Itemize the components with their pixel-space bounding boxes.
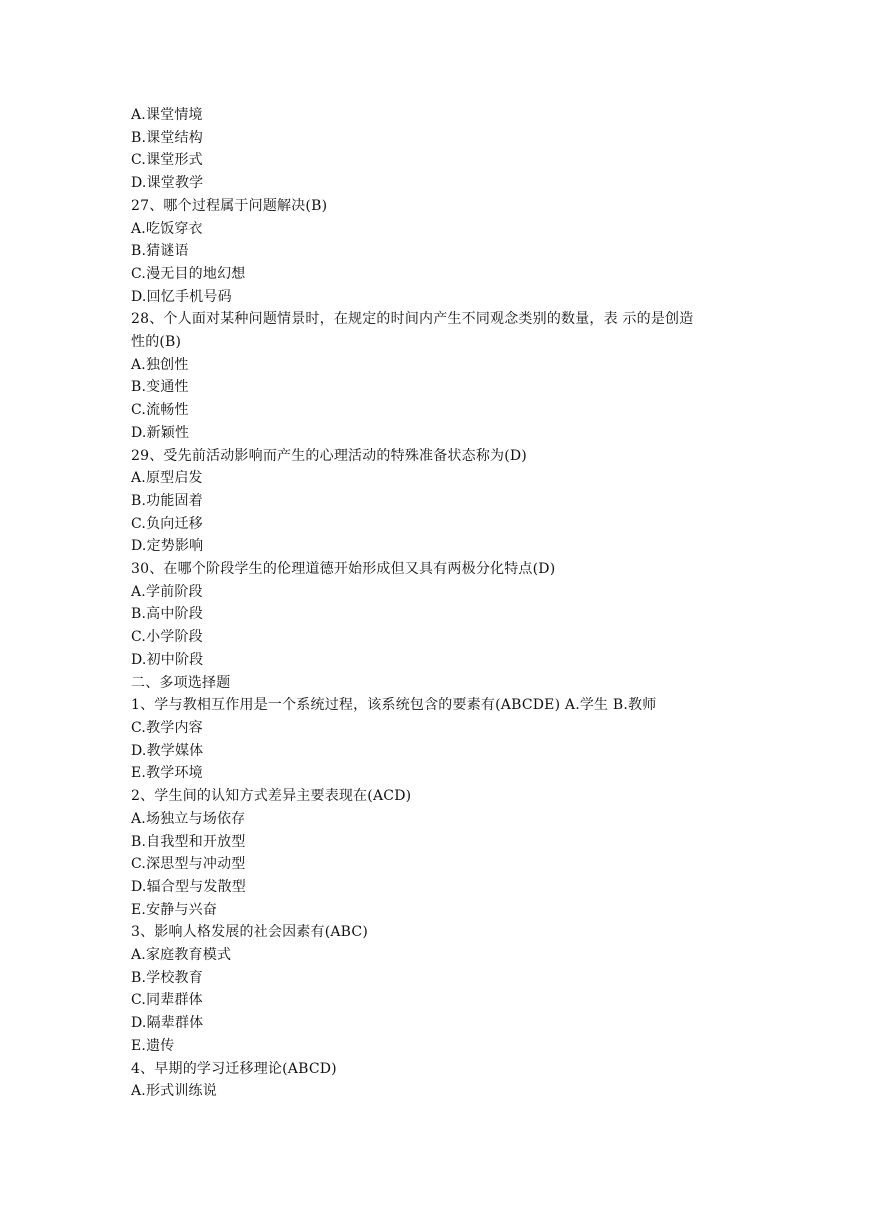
option-line: C.负向迁移	[131, 515, 203, 532]
option-line: D.初中阶段	[131, 651, 204, 668]
option-line: A.学前阶段	[131, 583, 203, 600]
question-line-continued: 性的(B)	[131, 334, 182, 351]
option-line: E.安静与兴奋	[131, 901, 218, 918]
option-line: B.变通性	[131, 379, 189, 396]
option-line: C.课堂形式	[131, 152, 203, 169]
section-heading: 二、多项选择题	[131, 674, 231, 691]
option-line: A.吃饭穿衣	[131, 220, 203, 237]
option-line: E.遗传	[131, 1037, 175, 1054]
option-line: A.场独立与场依存	[131, 810, 246, 827]
option-line: C.同辈群体	[131, 992, 203, 1009]
question-line: 28、个人面对某种问题情景时，在规定的时间内产生不同观念类别的数量，表 示的是创造	[131, 311, 694, 328]
option-line: B.学校教育	[131, 969, 203, 986]
option-line: D.新颖性	[131, 424, 190, 441]
option-line: A.形式训练说	[131, 1083, 217, 1100]
question-line: 1、学与教相互作用是一个系统过程，该系统包含的要素有(ABCDE) A.学生 B.教师	[131, 697, 657, 714]
option-line: B.自我型和开放型	[131, 833, 246, 850]
option-line: A.独创性	[131, 356, 189, 373]
option-line: C.漫无目的地幻想	[131, 265, 246, 282]
question-line: 2、学生间的认知方式差异主要表现在(ACD)	[131, 788, 412, 805]
option-line: D.隔辈群体	[131, 1015, 204, 1032]
option-line: C.小学阶段	[131, 629, 203, 646]
option-line: D.回忆手机号码	[131, 288, 232, 305]
question-line: 3、影响人格发展的社会因素有(ABC)	[131, 924, 369, 941]
option-line: B.功能固着	[131, 492, 203, 509]
option-line: B.猜谜语	[131, 243, 189, 260]
option-line: C.深思型与冲动型	[131, 856, 246, 873]
question-line: 27、哪个过程属于问题解决(B)	[131, 197, 328, 214]
question-line: 29、受先前活动影响而产生的心理活动的特殊准备状态称为(D)	[131, 447, 527, 464]
option-line: E.教学环境	[131, 765, 203, 782]
document-body	[131, 104, 751, 1103]
option-line: D.辐合型与发散型	[131, 878, 246, 895]
option-line: B.高中阶段	[131, 606, 203, 623]
option-line: D.教学媒体	[131, 742, 204, 759]
option-line: A.课堂情境	[131, 107, 203, 123]
option-line: A.原型启发	[131, 470, 203, 487]
option-line: C.教学内容	[131, 719, 203, 736]
option-line: D.课堂教学	[131, 175, 204, 192]
question-line: 30、在哪个阶段学生的伦理道德开始形成但又具有两极分化特点(D)	[131, 561, 556, 578]
option-line: C.流畅性	[131, 402, 189, 419]
question-line: 4、早期的学习迁移理论(ABCD)	[131, 1060, 337, 1077]
option-line: A.家庭教育模式	[131, 947, 232, 964]
option-line: B.课堂结构	[131, 129, 203, 146]
option-line: D.定势影响	[131, 538, 204, 555]
